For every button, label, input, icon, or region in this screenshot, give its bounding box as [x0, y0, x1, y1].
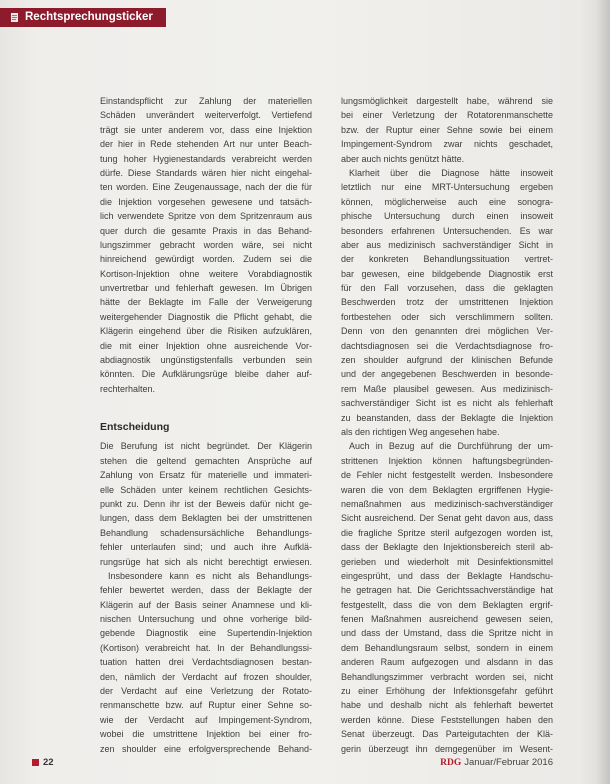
text-line: de Fehler nicht festgestellt werden. Insbesondere	[341, 470, 553, 481]
text-line: werden könne. Diese Feststellungen haben den	[341, 714, 553, 725]
text-line: lungsmöglichkeit dargestellt habe, während sie	[341, 96, 553, 106]
text-line: zen shoulder aufgrund der klinischen Befunde	[341, 355, 553, 366]
text-line: der Verdacht auf eine Verletzung der Rotato-	[100, 686, 312, 697]
text-line: quer durch die gesamte Praxis in das Behand-	[100, 225, 312, 236]
text-line: Kortison-Injektion ohne weitere Vorabdiagnostik	[100, 268, 312, 279]
text-line: Zahlung von Ersatz für materielle und immateri-	[100, 470, 312, 481]
left-column	[100, 94, 312, 756]
text-line: waren die von dem Beklagten ergriffenen Hygie-	[341, 484, 553, 495]
text-line: elle Schäden unter keinem rechtlichen Gesichts-	[100, 484, 312, 495]
text-line: Schäden unverändert weiterverfolgt. Vertiefend	[100, 110, 312, 121]
text-line: und dass der Umstand, dass die Spritze nicht in	[341, 628, 553, 639]
text-line: die mit einer Injektion ohne ausreichende Vor-	[100, 340, 312, 351]
text-line: als den richtigen Weg angesehen habe.	[341, 426, 500, 437]
text-line: Auch in Bezug auf die Durchführung der um-	[349, 441, 553, 452]
publication-logo: RDG	[440, 758, 462, 768]
text-line: nischen Untersuchung und ohne vorherige bild-	[100, 614, 312, 625]
text-line: Senat überzeugt. Das Parteigutachten der Klä-	[341, 729, 553, 740]
page-number: 22	[43, 757, 54, 768]
text-line: tung hoher Hygienestandards verabreicht werden	[100, 153, 312, 164]
text-line: Behandlungszimmer verbracht worden sei, nicht	[341, 671, 553, 682]
text-line: eingesprüht, und dass der Beklagte Handschu-	[341, 570, 553, 581]
text-line: trägt sie unter anderem vor, dass eine Injektion	[100, 124, 312, 135]
text-line: die Injektion vorgesehen gewesene und tatsäch-	[100, 196, 312, 207]
text-line: bar gewesen, eine bildgebende Diagnostik erst	[341, 268, 553, 279]
text-line: punkt zu. Denn ihr ist der Beweis dafür nicht ge-	[100, 498, 312, 509]
text-line: gebende Diagnostik eine Supertendin-Injektion	[100, 628, 312, 639]
text-line: rungsrüge hat sich als nicht berechtigt erwiesen.	[100, 556, 312, 567]
paragraph-continued	[341, 94, 553, 166]
text-line: habe und deshalb nicht als fehlerhaft bewertet	[341, 700, 553, 711]
text-line: fehler unterlaufen sind; und auch ihre Aufklä-	[100, 542, 312, 553]
text-line: Denn von den genannten drei möglichen Ver-	[341, 326, 553, 337]
text-line: stehen die geltend gemachten Ansprüche auf	[100, 455, 312, 466]
scan-edge-shadow	[596, 0, 610, 784]
text-line: dem Behandlungsraum selbst, sondern in einem	[341, 642, 553, 653]
text-line: der konkreten Behandlungssituation vertret-	[341, 254, 553, 265]
text-line: fehler bewertet werden, dass der Beklagte der	[100, 585, 312, 596]
text-line: der hier in Rede stehenden Art nur unter Beach-	[100, 139, 312, 150]
text-line: bzw. der Ruptur einer Sehne sowie bei einem	[341, 124, 553, 135]
text-line: Impingement-Syndrom zwar nichts geschadet,	[341, 139, 553, 150]
text-line: Klägerin auf der Basis seiner Anamnese und kli-	[100, 599, 312, 610]
right-column	[341, 94, 553, 756]
paragraph-treatment-error	[100, 569, 312, 756]
text-line: Insbesondere kann es nicht als Behandlungs-	[108, 570, 312, 581]
text-line: renmanschette bzw. auf Ruptur einer Sehne so-	[100, 700, 312, 711]
text-line: hinreichend gewürdigt worden. Zudem sei die	[100, 254, 312, 265]
text-line: und der angegebenen Beschwerden in besonde-	[341, 369, 553, 380]
text-line: unvertretbar und fehlerhaft gewesen. Im Übrigen	[100, 283, 312, 294]
text-line: wobei die umstrittene Injektion bei einer fro-	[100, 729, 312, 740]
text-line: lungen, dass dem Beklagten bei der umstrittenen	[100, 513, 312, 524]
text-line: hätte der Beklagte im Falle der Verweigerung	[100, 297, 312, 308]
text-line: dachtsdiagnosen sei die Verdachtsdiagnose fro-	[341, 340, 553, 351]
text-line: lich verwendete Spritze von dem Spritzenraum aus	[100, 211, 312, 222]
text-line: ten worden. Eine Zeugenaussage, nach der die für	[100, 182, 312, 193]
text-line: zen shoulder eine erfolgversprechende Behand-	[100, 743, 312, 754]
text-line: bei einer Verletzung der Rotatorenmanschette	[341, 110, 553, 121]
text-line: letztlich nur eine MRT-Untersuchung ergeben	[341, 182, 553, 193]
paragraph-hygiene	[341, 439, 553, 756]
text-line: den, nämlich der Verdacht auf frozen shoulder,	[100, 671, 312, 682]
text-line: zu einer Erhöhung der Infektionsgefahr geführt	[341, 686, 553, 697]
text-line: aber aus medizinisch sachverständiger Sicht in	[341, 239, 553, 250]
text-line: Klägerin eingehend über die Risiken aufzuklären,	[100, 326, 312, 337]
text-line: gerin überzeugt ihn demgegenüber im Wesent-	[341, 743, 553, 754]
text-line: Beschwerden trotz der umstrittenen Injektion	[341, 297, 553, 308]
text-line: rem Maße plausibel gewesen. Aus medizinisch-	[341, 383, 553, 394]
text-line: Sicht ausreichend. Der Senat geht davon aus, dass	[341, 513, 553, 524]
paragraph-decision	[100, 439, 312, 569]
text-line: aber auch nichts genützt hätte.	[341, 153, 465, 164]
text-line: he getragen hat. Die Gerichtssachverständige hat	[341, 585, 553, 596]
text-line: lungszimmer gebracht worden wäre, sei nicht	[100, 239, 312, 250]
text-line: können, möglicherweise auch eine sonogra-	[341, 196, 553, 207]
section-title: Rechtsprechungsticker	[25, 11, 153, 23]
text-line: dass der Beklagte den Injektionsbereich steril ab-	[341, 542, 553, 553]
paragraph-diagnosis	[341, 166, 553, 439]
text-line: Behandlung schadensursächliche Behandlungs-	[100, 527, 312, 538]
text-line: Klarheit über die Diagnose hätte insoweit	[349, 167, 553, 178]
text-line: Die Berufung ist nicht begründet. Der Klägerin	[100, 441, 312, 452]
text-line: tuation hatten drei Verdachtsdiagnosen bestan-	[100, 657, 312, 668]
text-line: Einstandspflicht zur Zahlung der materiellen	[100, 96, 312, 106]
text-line: (Kortison) verabreicht hat. In der Behandlungssi-	[100, 642, 312, 653]
issue-footer	[440, 756, 553, 770]
section-heading: Entscheidung	[100, 421, 170, 434]
text-line: sachverständiger Sicht ist es nicht als fehlerhaft	[341, 398, 553, 409]
issue-date: Januar/Februar 2016	[464, 757, 553, 768]
text-line: rechterhalten.	[100, 383, 156, 394]
text-line: festgestellt, dass die von dem Beklagten ergrif-	[341, 599, 553, 610]
document-icon	[11, 13, 18, 22]
text-line: fortbestehen oder sich verschlimmern sollten.	[341, 311, 553, 322]
text-line: weitergehender Diagnostik die Pflicht gehabt, die	[100, 311, 312, 322]
section-header-band	[0, 8, 166, 27]
text-line: phische Untersuchung durch einen insoweit	[341, 211, 553, 222]
paragraph-continued	[100, 94, 312, 396]
text-line: nemaßnahmen aus medizinisch-sachverständiger	[341, 498, 553, 509]
text-line: abdiagnostik ungünstigstenfalls verbunden sein	[100, 355, 312, 366]
text-line: besonders erfahrenen Untersuchenden. Es war	[341, 225, 553, 236]
text-line: dürfe. Diese Standards wären hier nicht eingehal-	[100, 167, 312, 178]
text-line: wie der Verdacht auf Impingement-Syndrom,	[100, 714, 312, 725]
text-line: zu beanstanden, dass der Beklagte die Injektion	[341, 412, 553, 423]
page-marker-square	[32, 759, 39, 766]
text-line: gerieben und wiederholt mit Desinfektionsmittel	[341, 556, 553, 567]
text-line: könnten. Die Aufklärungsrüge bleibe daher auf-	[100, 369, 312, 380]
text-line: für den Fall vorzusehen, dass die geklagten	[341, 283, 553, 294]
text-line: anderen Raum aufgezogen und alsdann in das	[341, 657, 553, 668]
text-line: strittenen Injektion können haftungsbegründen-	[341, 455, 553, 466]
text-line: fenen Maßnahmen ausreichend gewesen seien,	[341, 614, 553, 625]
text-line: die fragliche Spritze steril aufgezogen worden ist,	[341, 527, 553, 538]
